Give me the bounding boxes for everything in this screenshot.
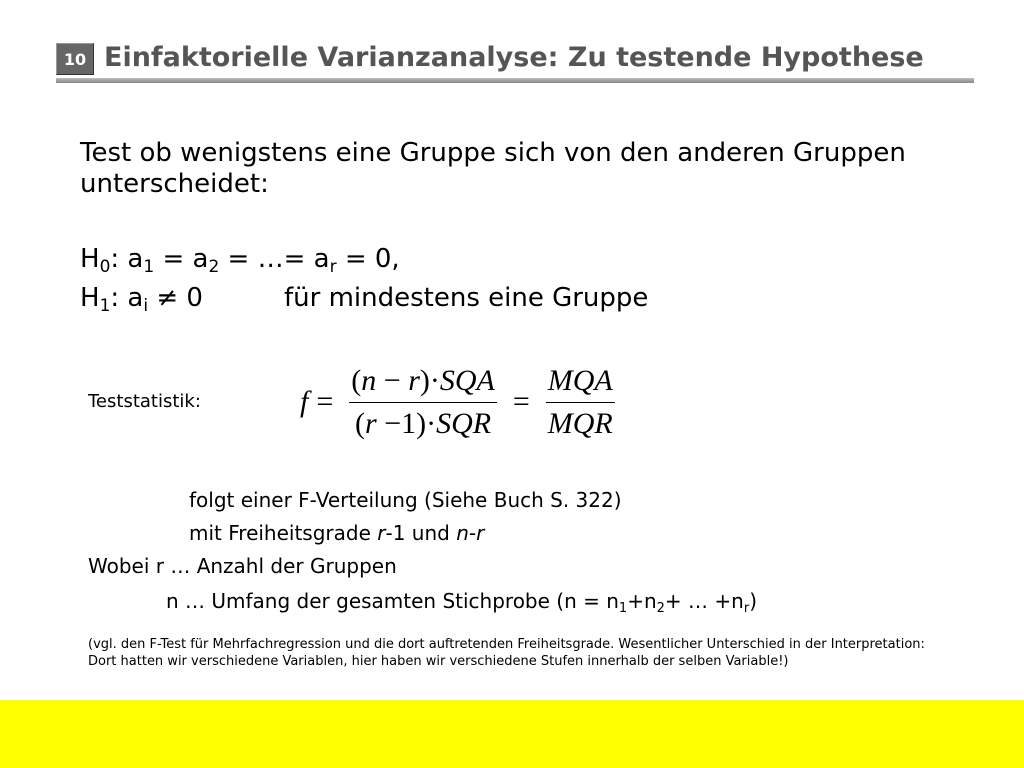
hypothesis-h1-condition: für mindestens eine Gruppe [284,283,649,313]
intro-text: Test ob wenigstens eine Gruppe sich von den anderen Gruppen unterscheidet: [80,138,906,199]
footnote: (vgl. den F-Test für Mehrfachregression und die dort auftretenden Freiheitsgrade. Wesentlicher Unterschied in der Interpretation: Dort hatten wir verschiedene Variablen, hier haben wir verschiedene Stufen innerhalb der selben Variable!) [88,637,925,669]
slide-title: Einfaktorielle Varianzanalyse: Zu testende Hypothese [104,42,924,73]
degrees-of-freedom-line: mit Freiheitsgrade r-1 und n-r [189,521,485,545]
footer-band [0,700,1024,768]
f-distribution-line: folgt einer F-Verteilung (Siehe Buch S. 322) [189,488,622,512]
teststatistik-label: Teststatistik: [88,391,201,412]
groups-definition-line: Wobei r … Anzahl der Gruppen [88,554,397,578]
slide-number-badge: 10 [56,43,94,75]
fraction-sqa-sqr: $\frac{\text{(n − r)·SQA}}{\text{(r −1)·SQR}}$ [351,363,495,440]
hypothesis-h1: $H_1$: $a_i \ne 0$ [80,283,203,316]
fraction-mqa-mqr: $\frac{\text{MQA}}{\text{MQR}}$ [547,363,613,440]
sample-size-definition-line: n … Umfang der gesamten Stichprobe ($n = n_1+n_2+$ … $+n_r$) [166,589,757,616]
f-statistic-formula: f = $\frac{\text{(n − r)·SQA}}{\text{(r −1)·SQR}}$ = $\frac{\text{MQA}}{\text{MQR}}$ [300,360,623,444]
title-divider [56,78,974,83]
hypothesis-h0: $H_0$: $a_1 = a_2$ = …= $a_r = 0$, [80,244,400,277]
